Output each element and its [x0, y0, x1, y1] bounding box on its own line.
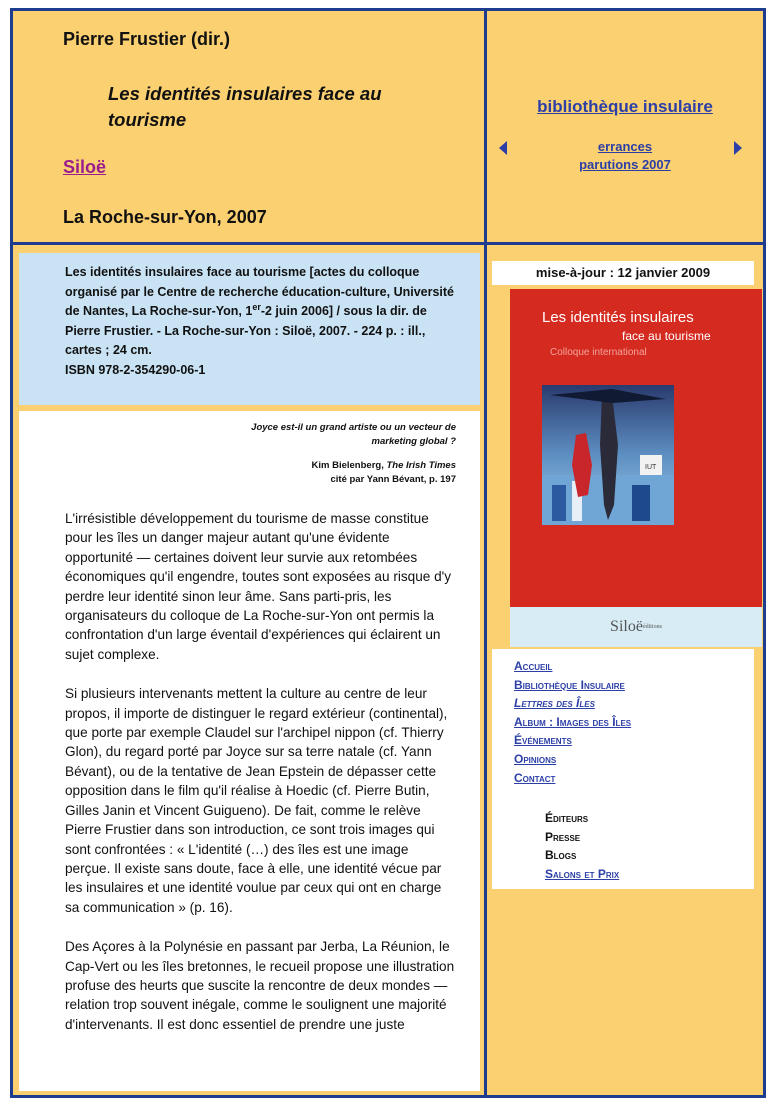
cover-title: Les identités insulaires [542, 309, 694, 326]
cover-subtitle: Colloque international [550, 347, 647, 358]
update-date: mise-à-jour : 12 janvier 2009 [492, 261, 754, 285]
submenu-item-1[interactable]: Presse [545, 829, 581, 844]
book-cover-image [510, 289, 762, 647]
site-menu [492, 649, 754, 889]
isbn: ISBN 978-2-354290-06-1 [65, 362, 206, 377]
book-title: Les identités insulaires face au tourisme [108, 83, 382, 130]
menu-item-4[interactable]: Événements [514, 733, 572, 748]
biblio-text-part2: -2 juin 2006] / sous la dir. de Pierre Frustier. - La Roche-sur-Yon : Siloë, 2007. - 224 p. : ill., cartes ; 24 cm. [65, 304, 427, 357]
svg-text:IUT: IUT [645, 464, 657, 471]
submenu-item-0[interactable]: Éditeurs [545, 811, 589, 825]
bibliotheque-insulaire-link[interactable]: bibliothèque insulaire [537, 97, 713, 116]
cover-title-2: face au tourisme [622, 329, 711, 343]
secondary-menu [545, 809, 619, 883]
menu-item-2[interactable]: Lettres des Îles [514, 696, 595, 711]
publisher-link[interactable]: Siloë [63, 157, 107, 177]
biblio-superscript: er [252, 301, 261, 312]
submenu-item-3[interactable]: Salons et Prix [545, 866, 620, 881]
epigraph-quote: Joyce est-il un grand artiste ou un vecteur de marketing global ? [251, 422, 456, 447]
cover-publisher: Siloë$^{éditions}$ [610, 618, 662, 635]
book-header [13, 11, 484, 242]
biblio-text-part1: Les identités insulaires face au tourisme [actes du colloque organisé par le Centre de recherche éducation-culture, Université de Nantes, La Roche-sur-Yon, 1 [65, 265, 455, 318]
epigraph-source: Kim Bielenberg, The Irish Times cité par Yann Bévant, p. 197 [311, 460, 456, 485]
menu-item-6[interactable]: Contact [514, 770, 556, 785]
menu-item-1[interactable]: Bibliothèque Insulaire [514, 677, 625, 692]
cover-footer [510, 607, 762, 647]
book-author: Pierre Frustier (dir.) [63, 29, 231, 49]
next-arrow-icon[interactable] [734, 141, 742, 155]
page-frame [10, 8, 766, 1098]
menu-item-0[interactable]: Accueil [514, 659, 553, 673]
paragraph-3: Des Açores à la Polynésie en passant par Jerba, La Réunion, le Cap-Vert ou les îles bretonnes, le recueil propose une illustration profuse des heurts que suscite la rencontre de deux mondes — relation trop souvent inégale, comme le soulignent une majorité d'intervenants. Il est donc essentiel de prendre une juste [65, 939, 455, 1032]
errances-link[interactable]: errances [597, 139, 653, 154]
submenu-item-2[interactable]: Blogs [545, 848, 577, 863]
main-menu [514, 657, 631, 787]
parutions-2007-link[interactable]: parutions 2007 [579, 157, 671, 172]
menu-item-3[interactable]: Album : Images des Îles [514, 714, 632, 729]
section-nav [487, 11, 763, 242]
sidebar [487, 245, 763, 1095]
paragraph-1: L'irrésistible développement du tourisme de masse constitue pour les îles un danger majeur autant qu'une évidente opportunité — certaines doivent leur survie aux retombées économiques qu'il engendre, toutes sont exposées au risque d'y perdre leur identité sinon leur âme. Sans parti-pris, les organisateurs du colloque de La Roche-sur-Yon ont permis la confrontation d'un large éventail d'expériences qui éclairent un sujet complexe. [65, 511, 452, 662]
menu-item-5[interactable]: Opinions [514, 751, 557, 766]
review-content [19, 411, 480, 1091]
main-column [13, 245, 484, 1095]
cover-artwork [542, 385, 674, 525]
bibliographic-record [19, 253, 480, 405]
paragraph-2: Si plusieurs intervenants mettent la culture au centre de leur propos, il importe de distinguer le regard extérieur (continental), que porte par exemple Claudel sur l'archipel nippon (cf. Thierry Glon), du regard porté par Joyce sur sa terre natale (cf. Yann Bévant), ou de la tentative de Jean Epstein de dépasser cette opposition dans le film qu'il réalise à Hoedic (cf. Pierre Butin, Gilles Janin et Vincent Guigueno). De fait, comme le relève Pierre Frustier dans son introduction, ce sont trois images qui sont confrontées : « L'identité (…) des îles est une image perçue. Il existe sans doute, face à elle, une identité vécue par les insulaires et une identité voulue par ceux qui ont en charge sa communication » (p. 16). [65, 686, 448, 915]
place-year: La Roche-sur-Yon, 2007 [63, 207, 267, 227]
